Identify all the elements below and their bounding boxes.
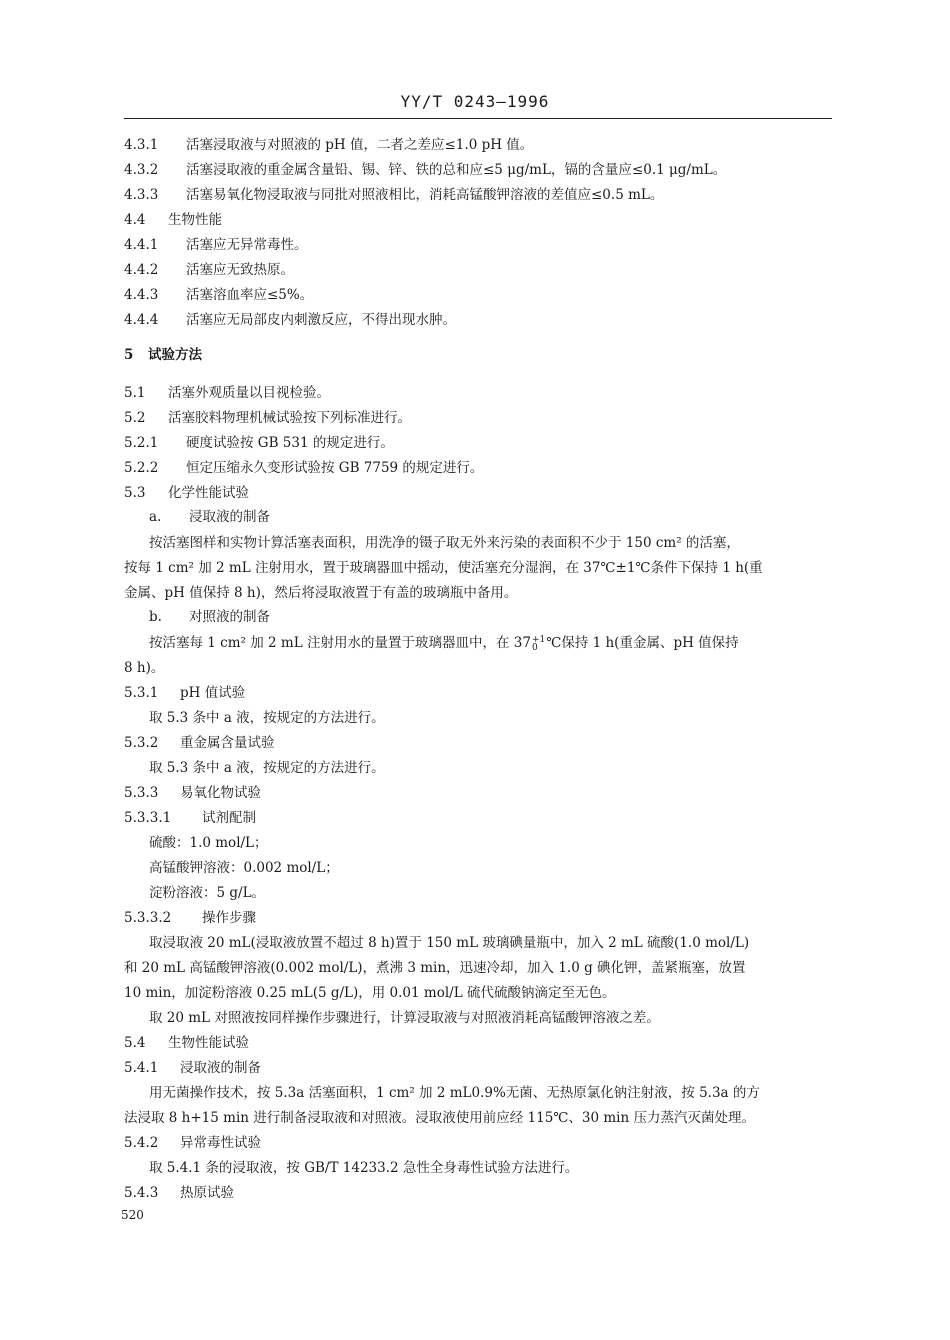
clause-5-4-3 bbox=[124, 1184, 234, 1202]
clause-5-4-2 bbox=[124, 1134, 261, 1152]
clause-text: 活塞外观质量以目视检验。 bbox=[168, 385, 330, 401]
clause-number: 5.3.3.1 bbox=[124, 810, 172, 826]
paragraph-line: 取 20 mL 对照液按同样操作步骤进行，计算浸取液与对照液消耗高锰酸钾溶液之差。 bbox=[149, 1010, 660, 1026]
paragraph-line: 用无菌操作技术，按 5.3a 活塞面积，1 cm² 加 2 mL0.9%无菌、无热原氯化钠注射液，按 5.3a 的方 bbox=[149, 1085, 760, 1101]
clause-text: 生物性能试验 bbox=[168, 1035, 249, 1051]
section-number: 5 bbox=[124, 347, 134, 363]
clause-5-3-1 bbox=[124, 684, 245, 702]
item-text: 对照液的制备 bbox=[189, 609, 270, 625]
clause-number: 4.4.3 bbox=[124, 287, 159, 303]
paragraph-line: 10 min，加淀粉溶液 0.25 mL(5 g/L)，用 0.01 mol/L 硫代硫酸钠滴定至无色。 bbox=[124, 985, 616, 1001]
paragraph-line bbox=[149, 634, 739, 652]
paragraph-line: 金属、pH 值保持 8 h)，然后将浸取液置于有盖的玻璃瓶中备用。 bbox=[124, 585, 518, 601]
paragraph-line: 8 h)。 bbox=[124, 660, 165, 676]
paragraph-line: 按活塞图样和实物计算活塞表面积，用洗净的镊子取无外来污染的表面积不少于 150 cm² 的活塞， bbox=[149, 535, 740, 551]
clause-number: 5.4.1 bbox=[124, 1060, 159, 1076]
clause-text: 活塞易氧化物浸取液与同批对照液相比，消耗高锰酸钾溶液的差值应≤0.5 mL。 bbox=[186, 187, 664, 203]
clause-text: 活塞浸取液的重金属含量铅、锡、锌、铁的总和应≤5 μg/mL，镉的含量应≤0.1 μg/mL。 bbox=[186, 162, 727, 178]
clause-text: 化学性能试验 bbox=[168, 485, 249, 501]
paragraph-line: 取 5.3 条中 a 液，按规定的方法进行。 bbox=[149, 710, 385, 726]
clause-5-3-2 bbox=[124, 734, 275, 752]
clause-text: 易氧化物试验 bbox=[180, 785, 261, 801]
reagent-line: 淀粉溶液：5 g/L。 bbox=[149, 885, 266, 901]
tolerance-upper: +1 bbox=[531, 634, 546, 645]
clause-number: 5.4 bbox=[124, 1035, 146, 1051]
clause-text: 异常毒性试验 bbox=[180, 1135, 261, 1151]
clause-4-3-3 bbox=[124, 186, 663, 204]
clause-number: 4.4.4 bbox=[124, 312, 159, 328]
item-label: b. bbox=[149, 609, 162, 625]
clause-5-3-3 bbox=[124, 784, 261, 802]
clause-5-2-2 bbox=[124, 459, 483, 477]
clause-number: 5.4.3 bbox=[124, 1185, 159, 1201]
standard-header: YY/T 0243—1996 bbox=[400, 92, 550, 111]
paragraph-line: 和 20 mL 高锰酸钾溶液(0.002 mol/L)，煮沸 3 min，迅速冷却，加入 1.0 g 碘化钾，盖紧瓶塞，放置 bbox=[124, 960, 746, 976]
clause-number: 5.1 bbox=[124, 385, 146, 401]
reagent-line: 高锰酸钾溶液：0.002 mol/L； bbox=[149, 860, 339, 876]
clause-number: 5.3.1 bbox=[124, 685, 159, 701]
clause-4-4-1 bbox=[124, 236, 308, 254]
page-number: 520 bbox=[121, 1208, 144, 1222]
clause-number: 5.3 bbox=[124, 485, 146, 501]
text-run: 按活塞每 1 cm² 加 2 mL 注射用水的量置于玻璃器皿中，在 37 bbox=[149, 635, 531, 651]
clause-number: 5.4.2 bbox=[124, 1135, 159, 1151]
clause-text: 操作步骤 bbox=[202, 910, 256, 926]
clause-text: 硬度试验按 GB 531 的规定进行。 bbox=[186, 435, 394, 451]
paragraph-line: 取 5.3 条中 a 液，按规定的方法进行。 bbox=[149, 760, 385, 776]
text-run: ℃保持 1 h(重金属、pH 值保持 bbox=[546, 635, 739, 651]
clause-4-4 bbox=[124, 211, 222, 229]
clause-4-4-3 bbox=[124, 286, 313, 304]
clause-text: 生物性能 bbox=[168, 212, 222, 228]
item-text: 浸取液的制备 bbox=[189, 509, 270, 525]
clause-number: 5.3.2 bbox=[124, 735, 159, 751]
clause-number: 4.4.2 bbox=[124, 262, 159, 278]
reagent-line: 硫酸：1.0 mol/L； bbox=[149, 835, 268, 851]
clause-5-4 bbox=[124, 1034, 249, 1052]
clause-text: 恒定压缩永久变形试验按 GB 7759 的规定进行。 bbox=[186, 460, 484, 476]
clause-number: 5.2.2 bbox=[124, 460, 159, 476]
clause-number: 4.4.1 bbox=[124, 237, 159, 253]
clause-number: 5.2 bbox=[124, 410, 146, 426]
clause-number: 4.3.2 bbox=[124, 162, 159, 178]
clause-number: 4.3.3 bbox=[124, 187, 159, 203]
header-rule bbox=[124, 118, 832, 119]
clause-5-3 bbox=[124, 484, 249, 502]
section-title: 试验方法 bbox=[148, 347, 202, 363]
item-b-heading bbox=[149, 608, 270, 626]
item-label: a. bbox=[149, 509, 162, 525]
section-5-heading bbox=[124, 346, 202, 364]
clause-text: 活塞溶血率应≤5%。 bbox=[186, 287, 314, 303]
clause-number: 4.4 bbox=[124, 212, 146, 228]
paragraph-line: 按每 1 cm² 加 2 mL 注射用水，置于玻璃器皿中摇动，使活塞充分湿润，在 37℃±1℃条件下保持 1 h(重 bbox=[124, 560, 763, 576]
clause-text: pH 值试验 bbox=[180, 685, 246, 701]
clause-5-2-1 bbox=[124, 434, 394, 452]
clause-5-3-3-2 bbox=[124, 909, 256, 927]
paragraph-line: 取 5.4.1 条的浸取液，按 GB/T 14233.2 急性全身毒性试验方法进行。 bbox=[149, 1160, 579, 1176]
clause-5-2 bbox=[124, 409, 411, 427]
clause-text: 重金属含量试验 bbox=[180, 735, 275, 751]
clause-text: 活塞应无局部皮内刺激反应，不得出现水肿。 bbox=[186, 312, 456, 328]
clause-number: 4.3.1 bbox=[124, 137, 159, 153]
clause-text: 试剂配制 bbox=[202, 810, 256, 826]
clause-number: 5.3.3 bbox=[124, 785, 159, 801]
clause-number: 5.3.3.2 bbox=[124, 910, 172, 926]
item-a-heading bbox=[149, 508, 270, 526]
clause-5-3-3-1 bbox=[124, 809, 256, 827]
clause-text: 活塞浸取液与对照液的 pH 值，二者之差应≤1.0 pH 值。 bbox=[186, 137, 534, 153]
clause-text: 热原试验 bbox=[180, 1185, 234, 1201]
clause-text: 活塞胶料物理机械试验按下列标准进行。 bbox=[168, 410, 411, 426]
paragraph-line: 取浸取液 20 mL(浸取液放置不超过 8 h)置于 150 mL 玻璃碘量瓶中，加入 2 mL 硫酸(1.0 mol/L) bbox=[149, 935, 750, 951]
paragraph-line: 法浸取 8 h+15 min 进行制备浸取液和对照液。浸取液使用前应经 115℃、30 min 压力蒸汽灭菌处理。 bbox=[124, 1110, 755, 1126]
clause-text: 活塞应无致热原。 bbox=[186, 262, 294, 278]
clause-number: 5.2.1 bbox=[124, 435, 159, 451]
tolerance-lower: 0 bbox=[531, 642, 538, 653]
clause-5-4-1 bbox=[124, 1059, 261, 1077]
clause-4-3-2 bbox=[124, 161, 726, 179]
clause-4-4-2 bbox=[124, 261, 294, 279]
clause-5-1 bbox=[124, 384, 330, 402]
clause-4-3-1 bbox=[124, 136, 533, 154]
clause-text: 浸取液的制备 bbox=[180, 1060, 261, 1076]
clause-4-4-4 bbox=[124, 311, 456, 329]
clause-text: 活塞应无异常毒性。 bbox=[186, 237, 308, 253]
